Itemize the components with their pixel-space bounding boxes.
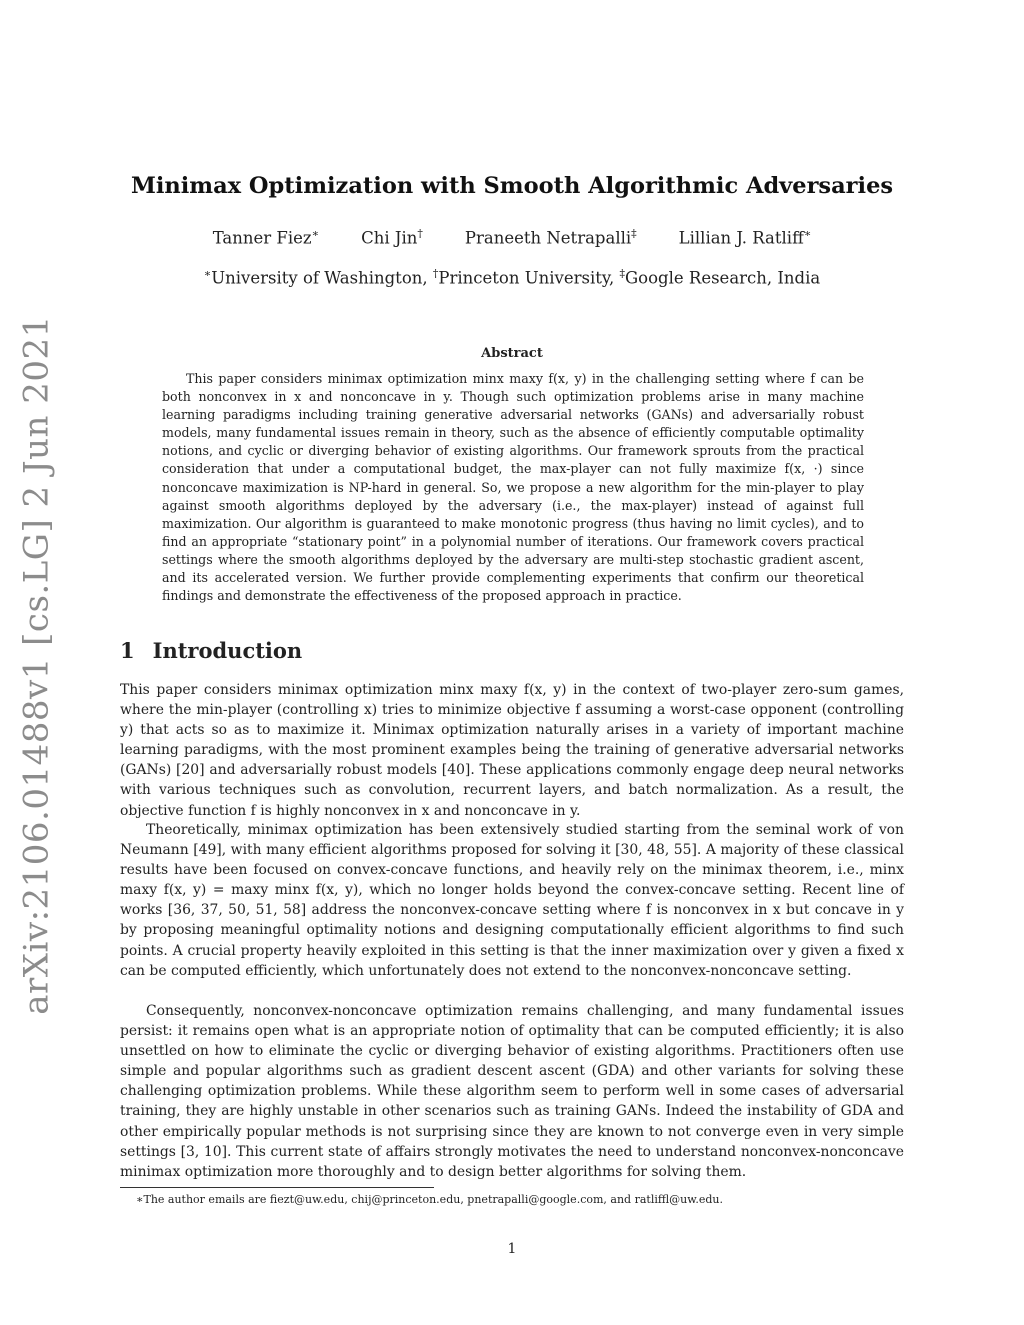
paper-title: Minimax Optimization with Smooth Algorithmic Adversaries xyxy=(130,173,894,199)
footnote: ∗The author emails are fiezt@uw.edu, chij@princeton.edu, pnetrapalli@google.com, and ratliffl@uw.edu. xyxy=(136,1193,724,1206)
affiliations: ∗University of Washington, †Princeton University, ‡Google Research, India xyxy=(203,267,821,288)
author: Tanner Fiez∗ xyxy=(212,227,320,248)
author: Lillian J. Ratliff∗ xyxy=(678,227,812,248)
body-paragraph: Theoretically, minimax optimization has been extensively studied starting from the seminal work of von Neumann [49], with many efficient algorithms proposed for solving it [30, 48, 55]. A majority of these classical results have been focused on convex-concave functions, and heavily rely on the minimax theorem, i.e., minx maxy f(x, y) = maxy minx f(x, y), which no longer holds beyond the convex-concave setting. Recent line of works [36, 37, 50, 51, 58] address the nonconvex-concave setting where f is nonconvex in x but concave in y by proposing meaningful optimality notions and designing computationally efficient algorithms to find such points. A crucial property heavily exploited in this setting is that the inner maximization over y given a fixed x can be computed efficiently, which unfortunately does not extend to the nonconvex-nonconcave setting. xyxy=(120,822,904,979)
arxiv-identifier-text: arXiv:2106.01488v1 [cs.LG] 2 Jun 2021 xyxy=(17,315,58,1015)
arxiv-identifier xyxy=(14,315,60,1015)
abstract-heading: Abstract xyxy=(481,346,543,361)
author-list xyxy=(0,227,1024,248)
section-heading: 1 Introduction xyxy=(120,638,303,663)
author: Praneeth Netrapalli‡ xyxy=(464,227,637,248)
body-paragraph: Consequently, nonconvex-nonconcave optimization remains challenging, and many fundamental issues persist: it remains open what is an appropriate notion of optimality that can be computed efficiently; it is also unsettled on how to eliminate the cyclic or diverging behavior of existing algorithms. Practitioners often use simple and popular algorithms such as gradient descent ascent (GDA) and other variants for solving these challenging optimization problems. While these algorithm seem to perform well in some cases of adversarial training, they are highly unstable in other scenarios such as training GANs. Indeed the instability of GDA and other empirically popular methods is not surprising since they are known to not converge even in very simple settings [3, 10]. This current state of affairs strongly motivates the need to understand nonconvex-nonconcave minimax optimization more thoroughly and to design better algorithms for solving them. xyxy=(120,1003,904,1180)
abstract-text: This paper considers minimax optimization minx maxy f(x, y) in the challenging setting where f can be both nonconvex in x and nonconcave in y. Though such optimization problems arise in many machine learning paradigms including training generative adversarial networks (GANs) and adversarially robust models, many fundamental issues remain in theory, such as the absence of efficiently computable optimality notions, and cyclic or diverging behavior of existing algorithms. Our framework sprouts from the practical consideration that under a computational budget, the max-player can not fully maximize f(x, ·) since nonconcave maximization is NP-hard in general. So, we propose a new algorithm for the min-player to play against smooth algorithms deployed by the adversary (i.e., the max-player) instead of against full maximization. Our algorithm is guaranteed to make monotonic progress (thus having no limit cycles), and to find an appropriate “stationary point” in a polynomial number of iterations. Our framework covers practical settings where the smooth algorithms deployed by the adversary are multi-step stochastic gradient ascent, and its accelerated version. We further provide complementing experiments that confirm our theoretical findings and demonstrate the effectiveness of the proposed approach in practice. xyxy=(162,371,864,604)
body-paragraph: This paper considers minimax optimization minx maxy f(x, y) in the context of two-player zero-sum games, where the min-player (controlling x) tries to minimize objective f assuming a worst-case opponent (controlling y) that acts so as to maximize it. Minimax optimization naturally arises in a variety of important machine learning paradigms, with the most prominent examples being the training of generative adversarial networks (GANs) [20] and adversarially robust models [40]. These applications commonly engage deep neural networks with various techniques such as convolution, recurrent layers, and batch normalization. As a result, the objective function f is highly nonconvex in x and nonconcave in y. xyxy=(120,682,904,819)
footnote-divider xyxy=(120,1187,434,1188)
page-number: 1 xyxy=(507,1241,517,1257)
author: Chi Jin† xyxy=(361,227,423,248)
